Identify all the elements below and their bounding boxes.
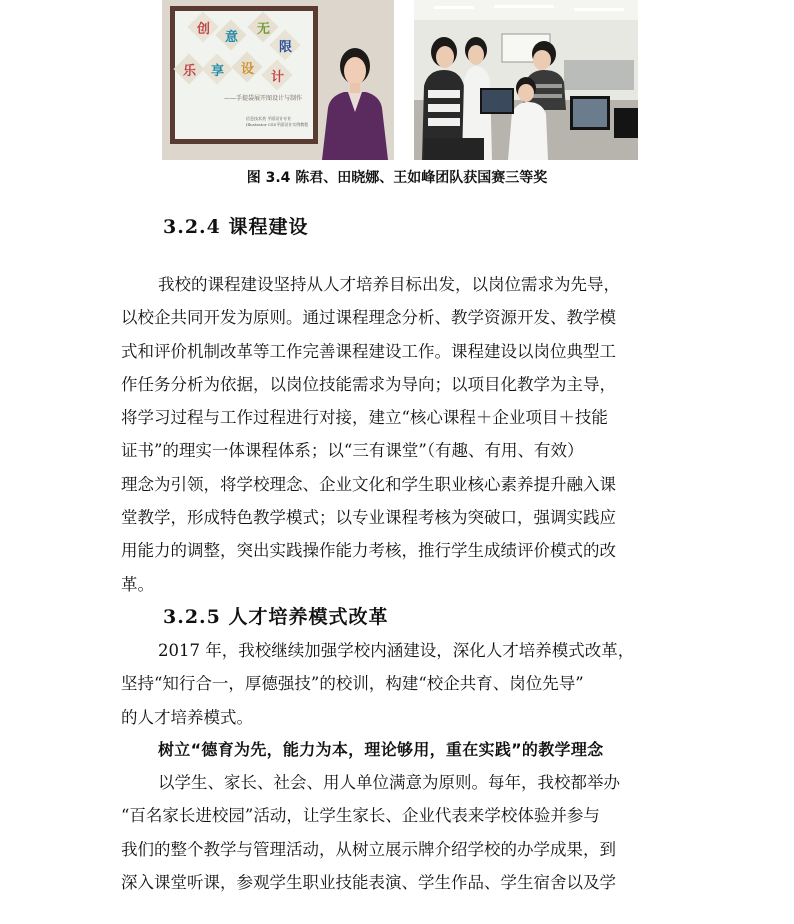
figure-caption: 图 3.4 陈君、田晓娜、王如峰团队获国赛三等奖 <box>246 170 548 186</box>
paragraph-line: 式和评价机制改革等工作完善课程建设工作。课程建设以岗位典型工 <box>121 341 616 361</box>
board-char: 享 <box>211 64 225 79</box>
board-footer: Illustrator CS5平面设计实例教程 <box>246 122 309 127</box>
lecture-video-photo <box>162 0 394 160</box>
section-paragraph <box>121 766 676 899</box>
board-char: 乐 <box>183 64 197 79</box>
section-paragraph <box>121 268 676 601</box>
board-footer: 信息技术类 平面设计专业 <box>246 116 292 121</box>
paragraph-line: 2017 年，我校继续加强学校内涵建设，深化人才培养模式改革， <box>158 641 635 660</box>
paragraph-line: 将学习过程与工作过程进行对接，建立“核心课程＋企业项目＋技能 <box>121 408 608 428</box>
section-heading: 3.2.4 课程建设 <box>163 216 309 238</box>
bold-subheading: 树立“德育为先，能力为本，理论够用，重在实践”的教学理念 <box>158 740 604 759</box>
paragraph-line: 以校企共同开发为原则。通过课程理念分析、教学资源开发、教学模 <box>121 308 616 328</box>
paragraph-line: 坚持“知行合一，厚德强技”的校训，构建“校企共育、岗位先导” <box>121 674 584 694</box>
section-heading: 3.2.5 人才培养模式改革 <box>163 606 389 628</box>
paragraph-line: 用能力的调整，突出实践操作能力考核，推行学生成绩评价模式的改 <box>121 541 616 561</box>
board-char: 无 <box>257 22 271 37</box>
paragraph-line: 堂教学，形成特色教学模式；以专业课程考核为突破口，强调实践应 <box>121 508 616 528</box>
board-char: 计 <box>271 70 285 85</box>
board-char: 创 <box>197 22 211 37</box>
classroom-illustration <box>414 0 638 160</box>
board-subtitle: ——手提袋展开图设计与制作 <box>224 95 303 102</box>
paragraph-line: 深入课堂听课，参观学生职业技能表演、学生作品、学生宿舍以及学 <box>121 872 616 892</box>
paragraph-line: 理念为引领，将学校理念、企业文化和学生职业核心素养提升融入课 <box>121 474 616 494</box>
board-char: 意 <box>225 30 239 45</box>
paragraph-line: 的人才培养模式。 <box>121 707 253 727</box>
paragraph-line: 革。 <box>121 574 154 594</box>
board-char: 设 <box>241 62 255 77</box>
section-paragraph <box>121 634 676 734</box>
classroom-photo <box>414 0 638 160</box>
paragraph-line: “百名家长进校园”活动，让学生家长、企业代表来学校体验并参与 <box>121 806 600 826</box>
board-char: 限 <box>279 40 293 55</box>
paragraph-line: 我们的整个教学与管理活动，从树立展示牌介绍学校的办学成果，到 <box>121 839 616 859</box>
paragraph-line: 以学生、家长、社会、用人单位满意为原则。每年，我校都举办 <box>158 773 620 792</box>
lecture-video-illustration <box>162 0 394 160</box>
paragraph-line: 证书”的理实一体课程体系；以“三有课堂”（有趣、有用、有效） <box>121 441 584 461</box>
paragraph-line: 作任务分析为依据，以岗位技能需求为导向；以项目化教学为主导， <box>121 374 616 394</box>
paragraph-line: 我校的课程建设坚持从人才培养目标出发，以岗位需求为先导， <box>158 275 620 294</box>
